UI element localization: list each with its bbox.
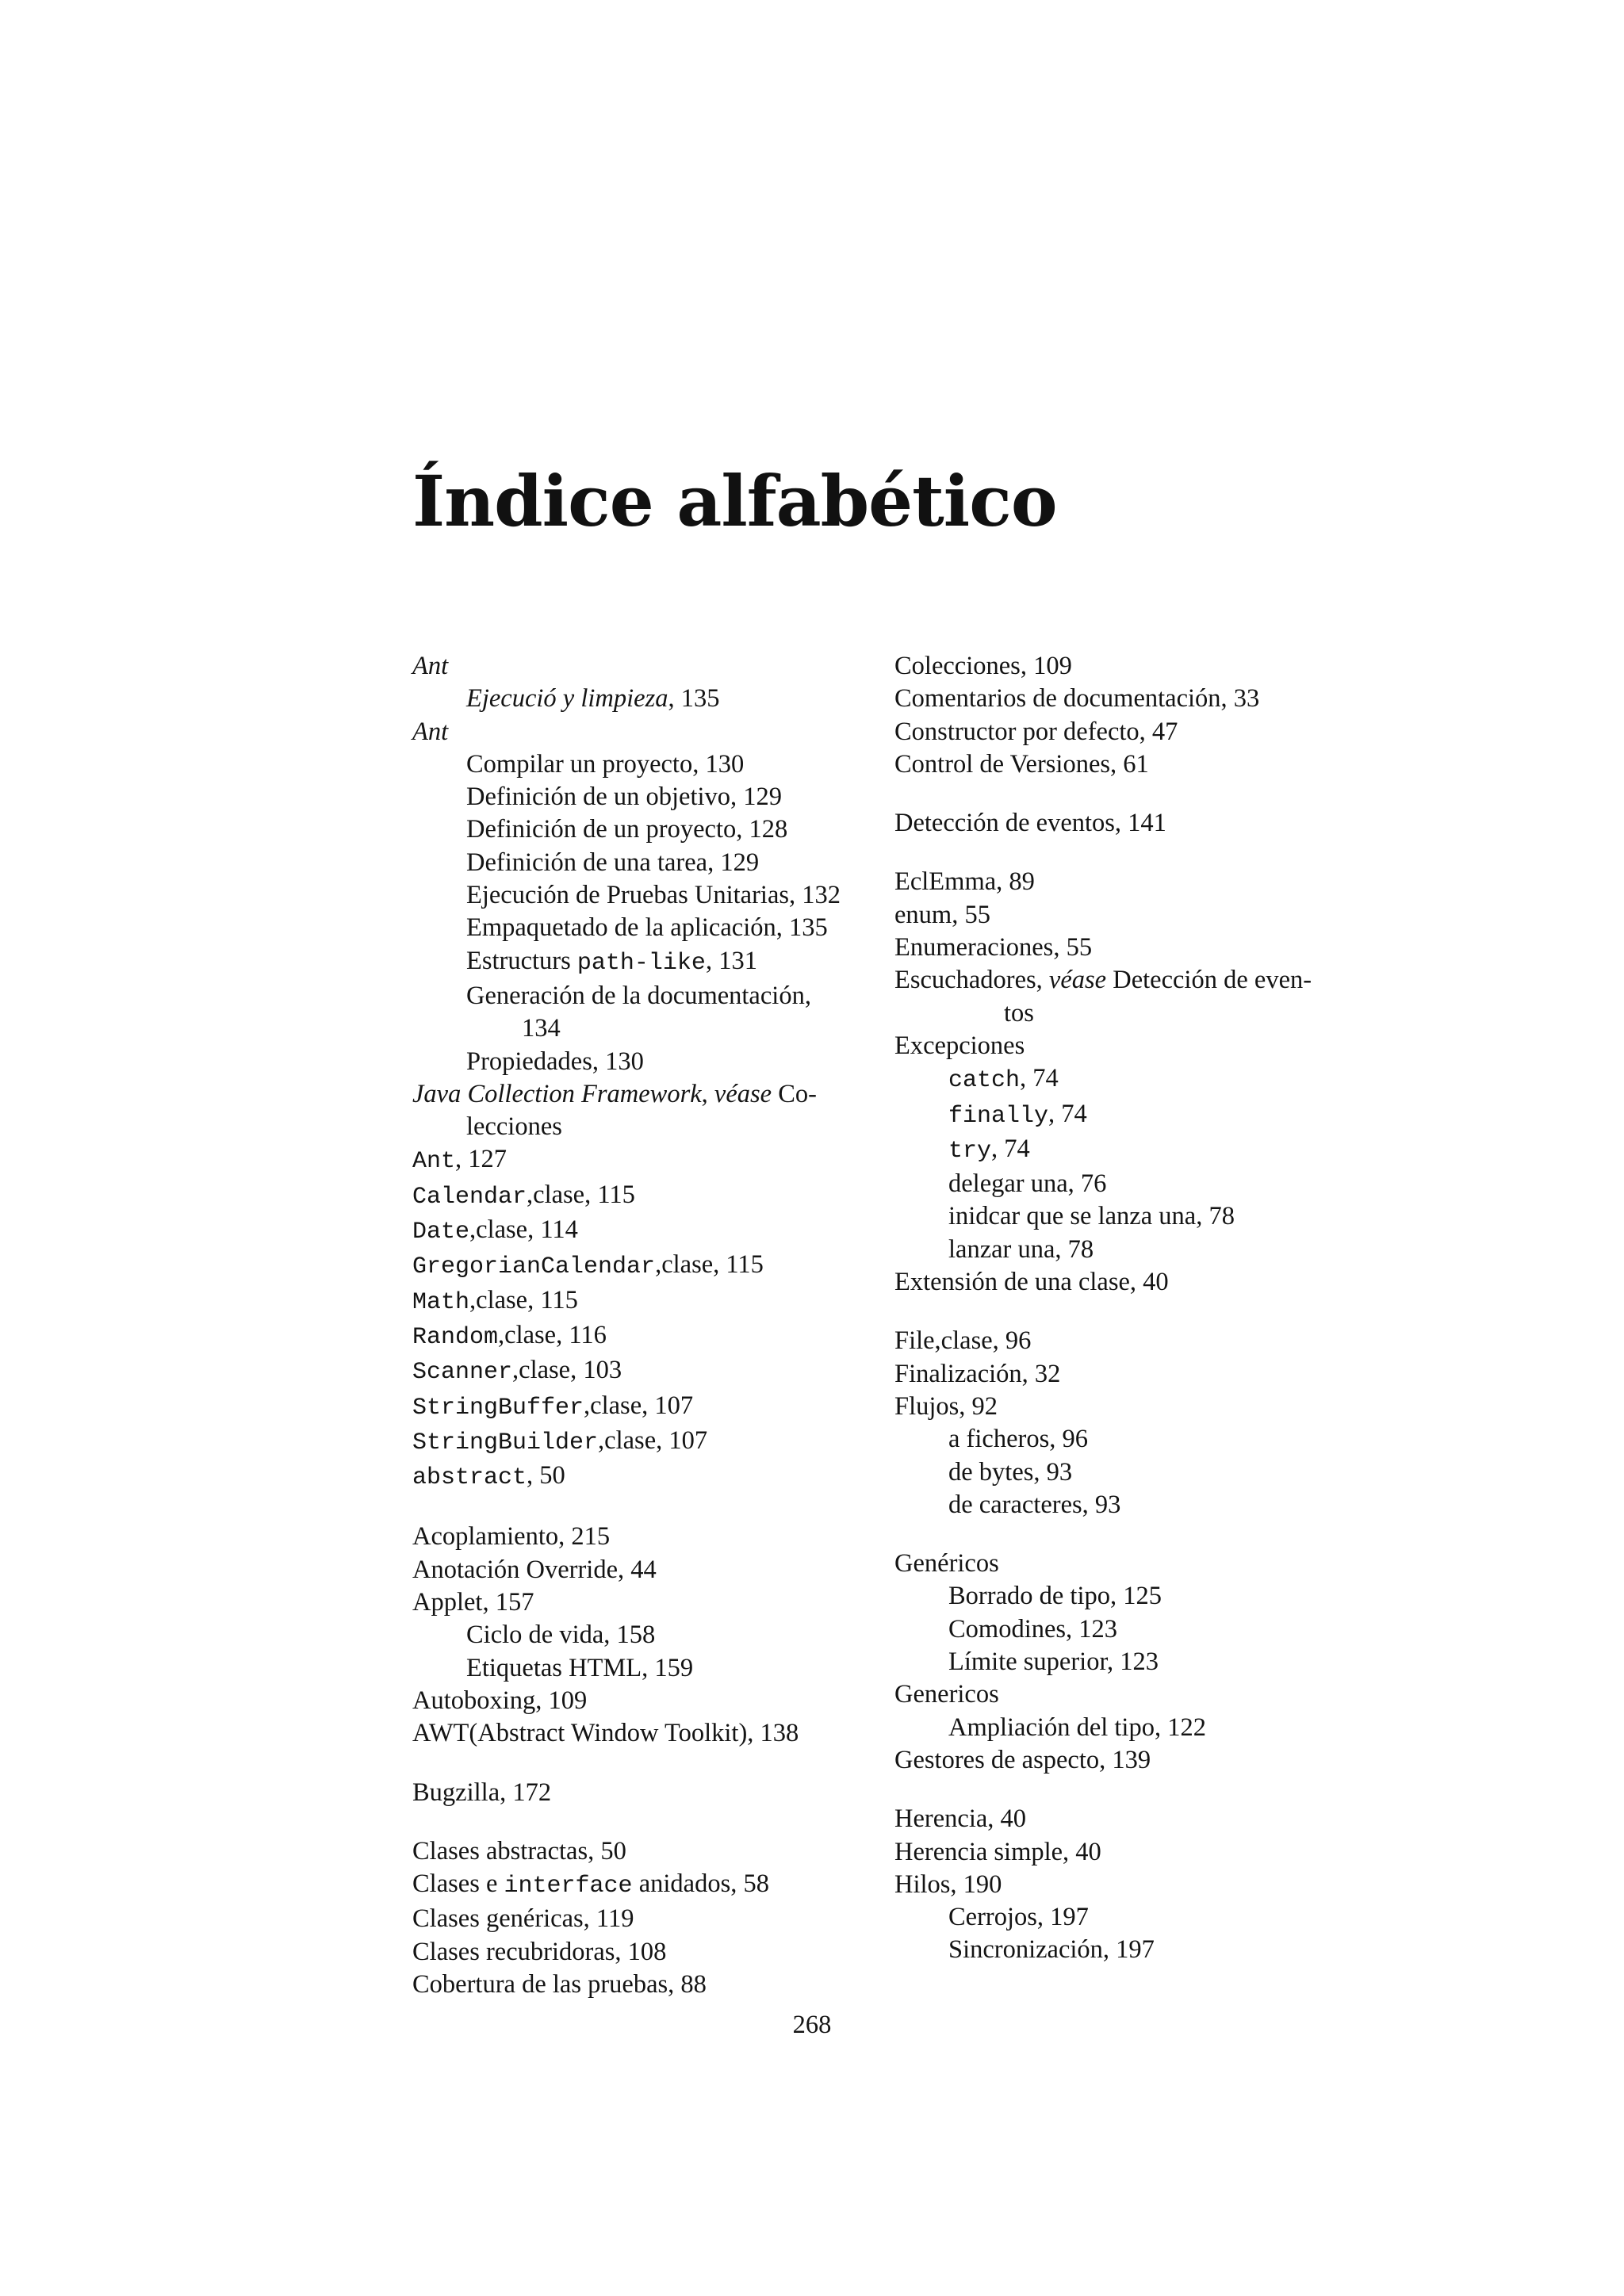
index-column-right	[894, 650, 1370, 1967]
index-entry: Comentarios de documentación, 33	[894, 684, 1260, 714]
index-entry: Finalización, 32	[894, 1359, 1061, 1388]
entry-page: , 127	[455, 1145, 508, 1174]
entry-term: Clases e	[412, 1869, 504, 1899]
index-entry: Hilos, 190	[894, 1869, 1002, 1899]
index-subentry: Definición de un objetivo, 129	[466, 783, 783, 812]
index-entry: Ant	[412, 652, 449, 680]
index-entry	[412, 1214, 880, 1249]
index-entry: Herencia simple, 40	[894, 1837, 1101, 1866]
entry-page: ,clase, 107	[598, 1425, 708, 1455]
entry-page: ,clase, 107	[584, 1391, 694, 1420]
letter-group-gap	[894, 1521, 1370, 1548]
index-entry	[412, 1460, 880, 1494]
index-subentry: Ejecución de Pruebas Unitarias, 132	[466, 881, 841, 910]
index-entry	[412, 1868, 880, 1903]
index-entry	[412, 1249, 880, 1284]
index-continuation: tos	[1004, 998, 1034, 1027]
index-subentry: Generación de la documentación,	[466, 981, 811, 1010]
index-entry: Autoboxing, 109	[412, 1686, 588, 1715]
index-entry: Gestores de aspecto, 139	[894, 1745, 1151, 1774]
letter-group-gap	[412, 1751, 880, 1777]
entry-code: Scanner	[412, 1359, 513, 1387]
index-subentry	[894, 1062, 1370, 1097]
index-subentry: Empaquetado de la aplicación, 135	[466, 913, 828, 943]
index-entry: Enumeraciones, 55	[894, 933, 1093, 962]
see-reference: véase	[714, 1079, 772, 1108]
index-entry	[894, 964, 1370, 997]
entry-page: , 74	[991, 1134, 1030, 1163]
entry-code: GregorianCalendar	[412, 1253, 656, 1281]
index-continuation: 134	[522, 1014, 561, 1043]
index-subentry: Ampliación del tipo, 122	[948, 1712, 1206, 1742]
entry-page: ,clase, 116	[498, 1320, 607, 1349]
index-entry: Anotación Override, 44	[412, 1555, 657, 1584]
index-subentry: Límite superior, 123	[948, 1647, 1159, 1677]
index-subentry: Sincronización, 197	[948, 1935, 1155, 1965]
entry-term: Java Collection Framework	[412, 1079, 702, 1108]
index-entry	[412, 1354, 880, 1389]
index-subentry: lanzar una, 78	[948, 1234, 1094, 1264]
index-subentry: Ciclo de vida, 158	[466, 1621, 656, 1650]
index-entry	[412, 1425, 880, 1460]
index-entry: Excepciones	[894, 1031, 1025, 1060]
index-subentry: Compilar un proyecto, 130	[466, 749, 745, 779]
entry-page: , 131	[705, 946, 757, 975]
index-entry: AWT(Abstract Window Toolkit), 138	[412, 1719, 799, 1748]
entry-page: , 74	[1048, 1099, 1087, 1128]
index-subentry	[412, 945, 880, 980]
index-entry: Genéricos	[894, 1549, 999, 1578]
index-subentry: Comodines, 123	[948, 1614, 1118, 1644]
index-column-left	[412, 650, 880, 2001]
index-entry: Cobertura de las pruebas, 88	[412, 1969, 707, 1999]
letter-group-gap	[894, 840, 1370, 866]
entry-code: interface	[504, 1873, 633, 1900]
index-subentry	[894, 1098, 1370, 1133]
entry-term: Escuchadores,	[894, 966, 1049, 995]
index-entry: Colecciones, 109	[894, 652, 1072, 680]
letter-group-gap	[894, 781, 1370, 807]
entry-term: Ejecució y limpieza	[466, 684, 668, 714]
entry-term: Estructurs	[466, 946, 577, 975]
entry-page: , 74	[1020, 1064, 1059, 1093]
see-reference: véase	[1048, 966, 1107, 995]
entry-page: ,clase, 115	[527, 1180, 635, 1209]
index-entry	[412, 1319, 880, 1354]
entry-code: abstract	[412, 1464, 527, 1492]
entry-page: anidados, 58	[632, 1869, 769, 1899]
entry-code: Calendar	[412, 1183, 527, 1211]
index-entry: Clases abstractas, 50	[412, 1836, 626, 1866]
index-entry: Bugzilla, 172	[412, 1777, 552, 1807]
entry-code: Date	[412, 1219, 470, 1246]
index-subentry: delegar una, 76	[948, 1169, 1107, 1199]
index-subentry: Definición de una tarea, 129	[466, 848, 760, 877]
index-entry	[412, 1390, 880, 1425]
index-entry: Ant	[412, 717, 449, 746]
index-entry: Applet, 157	[412, 1588, 534, 1617]
index-subentry: inidcar que se lanza una, 78	[948, 1202, 1235, 1231]
letter-group-gap	[412, 1494, 880, 1521]
index-entry: enum, 55	[894, 900, 990, 929]
index-subentry: de caracteres, 93	[948, 1490, 1121, 1519]
index-continuation: lecciones	[466, 1112, 562, 1142]
index-entry	[412, 1078, 880, 1111]
see-target: Co-	[772, 1079, 817, 1108]
entry-separator: ,	[701, 1079, 714, 1108]
index-entry: Genericos	[894, 1680, 999, 1709]
see-target: Detección de even-	[1106, 966, 1312, 995]
entry-page: ,clase, 115	[469, 1285, 578, 1314]
index-subentry: Definición de un proyecto, 128	[466, 815, 788, 844]
entry-page: ,clase, 115	[655, 1250, 764, 1280]
entry-code: catch	[948, 1067, 1021, 1095]
index-subentry	[894, 1133, 1370, 1168]
letter-group-gap	[894, 1777, 1370, 1803]
entry-page: ,clase, 103	[512, 1356, 622, 1385]
index-subentry: a ficheros, 96	[948, 1425, 1088, 1454]
index-subentry: de bytes, 93	[948, 1457, 1073, 1487]
letter-group-gap	[894, 1299, 1370, 1325]
index-entry	[412, 1284, 880, 1319]
index-entry: Clases genéricas, 119	[412, 1904, 634, 1934]
index-entry: Detección de eventos, 141	[894, 809, 1166, 838]
index-entry: Herencia, 40	[894, 1804, 1027, 1834]
index-entry: Extensión de una clase, 40	[894, 1268, 1169, 1297]
index-entry: Clases recubridoras, 108	[412, 1937, 667, 1966]
page-title: Índice alfabético	[412, 460, 1057, 542]
entry-code: finally	[948, 1102, 1049, 1130]
index-entry: EclEmma, 89	[894, 867, 1035, 897]
entry-page: , 135	[668, 684, 720, 714]
entry-code: try	[948, 1137, 992, 1165]
page-number: 268	[792, 2011, 832, 2039]
index-entry	[412, 1143, 880, 1178]
entry-code: StringBuilder	[412, 1429, 599, 1456]
letter-group-gap	[412, 1809, 880, 1835]
entry-code: StringBuffer	[412, 1394, 584, 1422]
entry-code: Ant	[412, 1148, 456, 1176]
entry-code: Math	[412, 1288, 470, 1316]
index-entry: Flujos, 92	[894, 1391, 998, 1421]
entry-page: ,clase, 114	[469, 1215, 578, 1245]
index-subentry: Borrado de tipo, 125	[948, 1582, 1162, 1611]
index-entry: Control de Versiones, 61	[894, 749, 1149, 779]
index-subentry	[412, 683, 880, 715]
entry-page: , 50	[527, 1461, 565, 1490]
index-subentry: Propiedades, 130	[466, 1047, 644, 1076]
index-entry: File,clase, 96	[894, 1326, 1032, 1356]
index-entry: Constructor por defecto, 47	[894, 717, 1178, 746]
index-subentry: Cerrojos, 197	[948, 1903, 1089, 1932]
entry-code: Random	[412, 1323, 499, 1351]
index-entry	[412, 1179, 880, 1214]
index-subentry: Etiquetas HTML, 159	[466, 1653, 694, 1682]
index-entry: Acoplamiento, 215	[412, 1522, 611, 1552]
entry-code: path-like	[576, 949, 706, 977]
